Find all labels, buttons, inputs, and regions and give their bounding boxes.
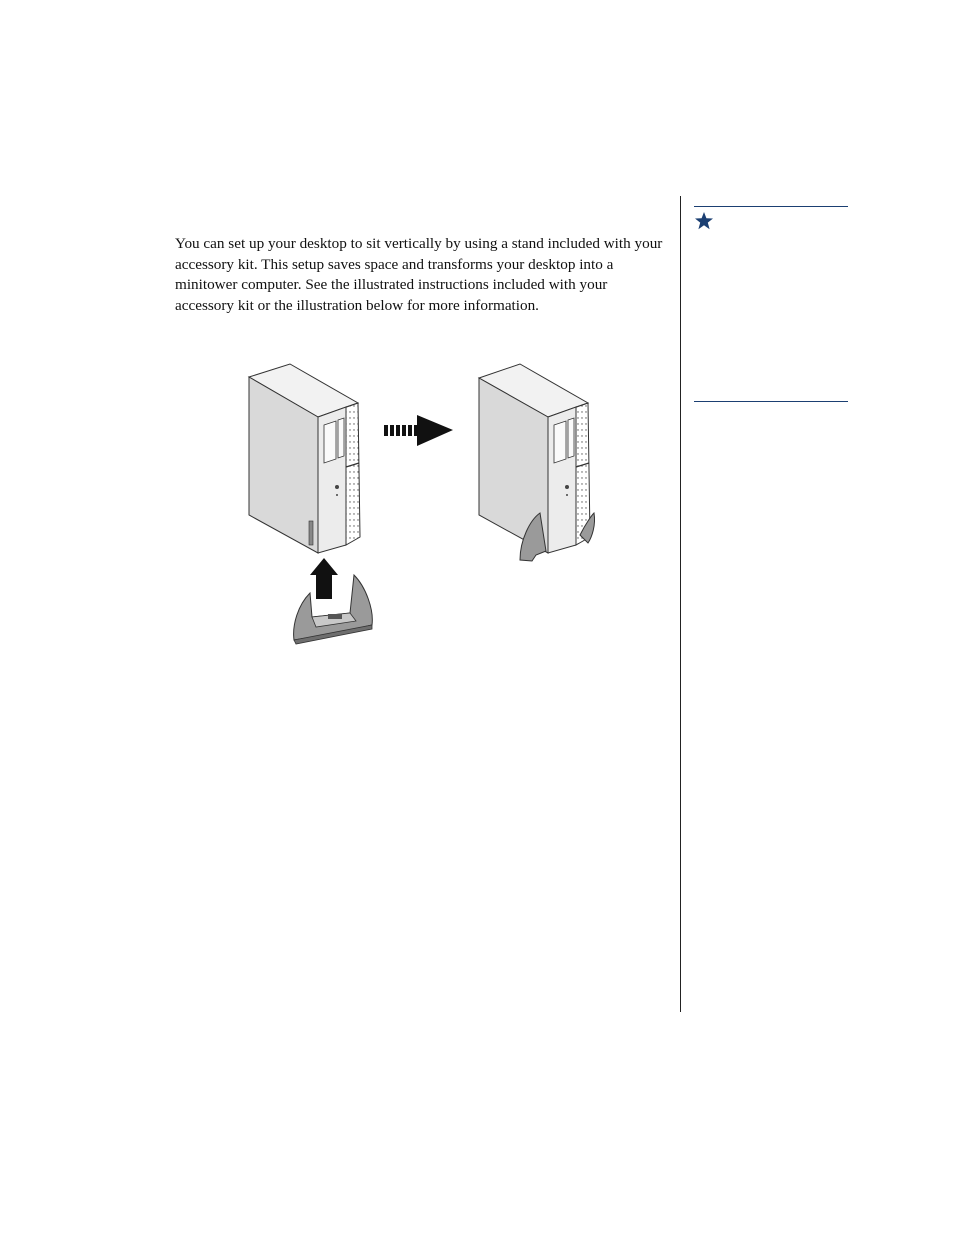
column-divider	[680, 196, 681, 1012]
up-arrow-icon	[310, 558, 338, 599]
vertical-stand-icon	[294, 575, 373, 644]
sidebar-bottom-rule	[694, 401, 848, 402]
star-icon	[694, 211, 714, 231]
body-paragraph: You can set up your desktop to sit vertically by using a stand included with your accessory kit. This setup saves space and transforms your desktop into a minitower computer. See the illustrated instructions included with your accessory kit or the illustration below for more information.	[175, 235, 663, 314]
stand-setup-illustration	[240, 355, 610, 650]
minitower-computer-icon	[479, 364, 595, 561]
sidebar-top-rule	[694, 206, 848, 207]
desktop-computer-icon	[249, 364, 360, 553]
dotted-arrow-right-icon	[384, 415, 453, 446]
